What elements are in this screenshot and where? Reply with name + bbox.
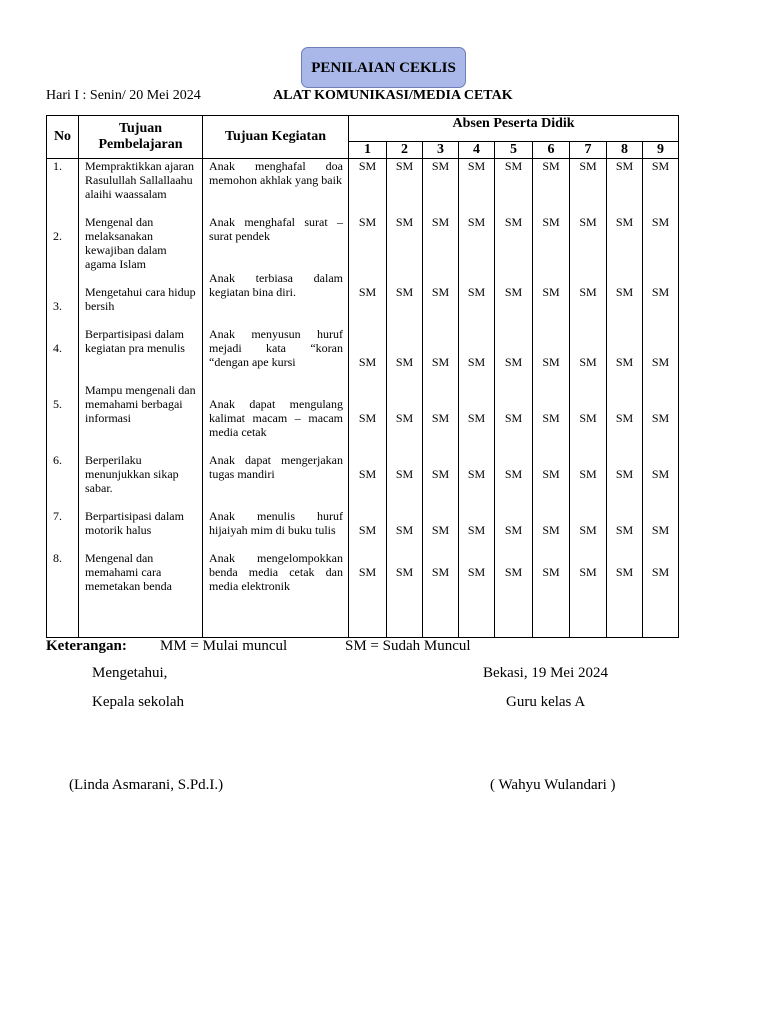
score-cell: SM — [358, 159, 377, 173]
score-cell: SM — [431, 411, 450, 425]
score-cell: SM — [615, 355, 634, 369]
column-student-3 — [423, 159, 459, 638]
score-cell: SM — [504, 467, 523, 481]
column-student-4 — [459, 159, 495, 638]
activity-objective: Anak dapat mengulang kalimat macam – macam media cetak — [209, 397, 343, 439]
header-tujuan-kegiatan: Tujuan Kegiatan — [203, 116, 349, 159]
score-cell: SM — [542, 411, 560, 425]
activity-objective: Anak menulis huruf hijaiyah mim di buku tulis — [209, 509, 343, 537]
score-cell: SM — [431, 285, 450, 299]
theme-subtitle: ALAT KOMUNIKASI/MEDIA CETAK — [273, 88, 513, 103]
keterangan-label: Keterangan: — [46, 638, 127, 654]
activity-objective: Anak menghafal surat – surat pendek — [209, 215, 343, 243]
score-cell: SM — [431, 355, 450, 369]
score-cell: SM — [542, 285, 560, 299]
score-cell: SM — [395, 467, 414, 481]
learning-objective: Berperilaku menunjukkan sikap sabar. — [85, 453, 179, 495]
score-cell: SM — [579, 565, 597, 579]
score-cell: SM — [579, 355, 597, 369]
score-cell: SM — [504, 565, 523, 579]
header-student-3: 3 — [423, 142, 459, 159]
column-student-9 — [643, 159, 679, 638]
signature-right-name: ( Wahyu Wulandari ) — [490, 777, 616, 793]
score-cell: SM — [467, 523, 486, 537]
header-tujuan-pembelajaran: Tujuan Pembelajaran — [79, 116, 203, 159]
column-student-5 — [495, 159, 533, 638]
score-cell: SM — [651, 159, 670, 173]
score-cell: SM — [467, 215, 486, 229]
score-cell: SM — [579, 467, 597, 481]
score-cell: SM — [542, 215, 560, 229]
document-title: PENILAIAN CEKLIS — [301, 47, 466, 88]
score-cell: SM — [395, 159, 414, 173]
score-cell: SM — [615, 523, 634, 537]
row-number: 7. — [53, 509, 62, 523]
row-number: 6. — [53, 453, 62, 467]
header-student-5: 5 — [495, 142, 533, 159]
score-cell: SM — [431, 523, 450, 537]
score-cell: SM — [395, 523, 414, 537]
score-cell: SM — [358, 215, 377, 229]
score-cell: SM — [395, 565, 414, 579]
score-cell: SM — [358, 565, 377, 579]
score-cell: SM — [542, 355, 560, 369]
score-cell: SM — [395, 215, 414, 229]
score-cell: SM — [358, 411, 377, 425]
legend-mm: MM = Mulai muncul — [160, 638, 288, 654]
score-cell: SM — [358, 285, 377, 299]
column-student-1 — [349, 159, 387, 638]
signature-left-heading: Mengetahui, — [92, 665, 168, 681]
learning-objective: Berpartisipasi dalam motorik halus — [85, 509, 184, 537]
score-cell: SM — [504, 215, 523, 229]
score-cell: SM — [579, 285, 597, 299]
score-cell: SM — [467, 159, 486, 173]
signature-left-role: Kepala sekolah — [92, 694, 185, 710]
score-cell: SM — [615, 285, 634, 299]
score-cell: SM — [615, 411, 634, 425]
legend-sm: SM = Sudah Muncul — [345, 638, 471, 654]
score-cell: SM — [651, 355, 670, 369]
score-cell: SM — [467, 285, 486, 299]
score-cell: SM — [542, 159, 560, 173]
score-cell: SM — [579, 411, 597, 425]
score-cell: SM — [504, 523, 523, 537]
score-cell: SM — [615, 467, 634, 481]
learning-objective: Mengetahui cara hidup bersih — [85, 285, 196, 313]
row-number: 8. — [53, 551, 62, 565]
column-pembelajaran — [79, 159, 203, 638]
header-student-2: 2 — [387, 142, 423, 159]
header-student-8: 8 — [607, 142, 643, 159]
row-number: 5. — [53, 397, 62, 411]
column-student-6 — [533, 159, 570, 638]
score-cell: SM — [431, 159, 450, 173]
row-number: 1. — [53, 159, 62, 173]
header-student-7: 7 — [570, 142, 607, 159]
score-cell: SM — [579, 159, 597, 173]
column-student-7 — [570, 159, 607, 638]
score-cell: SM — [542, 523, 560, 537]
score-cell: SM — [651, 523, 670, 537]
header-student-1: 1 — [349, 142, 387, 159]
column-student-2 — [387, 159, 423, 638]
column-kegiatan — [203, 159, 349, 638]
score-cell: SM — [651, 467, 670, 481]
score-cell: SM — [395, 355, 414, 369]
score-cell: SM — [651, 565, 670, 579]
score-cell: SM — [467, 565, 486, 579]
row-number: 2. — [53, 229, 62, 243]
row-number: 4. — [53, 341, 62, 355]
score-cell: SM — [467, 355, 486, 369]
score-cell: SM — [358, 523, 377, 537]
row-number: 3. — [53, 299, 62, 313]
score-cell: SM — [651, 285, 670, 299]
header-student-6: 6 — [533, 142, 570, 159]
activity-objective: Anak terbiasa dalam kegiatan bina diri. — [209, 271, 343, 299]
activity-objective: Anak dapat mengerjakan tugas mandiri — [209, 453, 343, 481]
score-cell: SM — [579, 215, 597, 229]
learning-objective: Mengenal dan melaksanakan kewajiban dalam agama Islam — [85, 215, 167, 271]
score-cell: SM — [431, 467, 450, 481]
score-cell: SM — [542, 565, 560, 579]
score-cell: SM — [358, 355, 377, 369]
score-cell: SM — [651, 215, 670, 229]
learning-objective: Mempraktikkan ajaran Rasulullah Sallallaahu alaihi waassalam — [85, 159, 194, 201]
score-cell: SM — [615, 565, 634, 579]
signature-right-role: Guru kelas A — [506, 694, 586, 710]
score-cell: SM — [395, 285, 414, 299]
score-cell: SM — [615, 215, 634, 229]
score-cell: SM — [395, 411, 414, 425]
learning-objective: Mengenal dan memahami cara memetakan benda — [85, 551, 172, 593]
score-cell: SM — [467, 467, 486, 481]
learning-objective: Berpartisipasi dalam kegiatan pra menulis — [85, 327, 185, 355]
score-cell: SM — [504, 355, 523, 369]
signature-left-name: (Linda Asmarani, S.Pd.I.) — [69, 777, 224, 793]
score-cell: SM — [467, 411, 486, 425]
signature-right-place-date: Bekasi, 19 Mei 2024 — [483, 665, 608, 681]
score-cell: SM — [358, 467, 377, 481]
score-cell: SM — [431, 215, 450, 229]
score-cell: SM — [542, 467, 560, 481]
score-cell: SM — [579, 523, 597, 537]
score-cell: SM — [651, 411, 670, 425]
header-no: No — [47, 116, 79, 159]
learning-objective: Mampu mengenali dan memahami berbagai informasi — [85, 383, 196, 425]
activity-objective: Anak menghafal doa memohon akhlak yang baik — [209, 159, 343, 187]
header-absen: Absen Peserta Didik — [349, 116, 679, 142]
header-student-9: 9 — [643, 142, 679, 159]
score-cell: SM — [504, 285, 523, 299]
column-student-8 — [607, 159, 643, 638]
score-cell: SM — [431, 565, 450, 579]
score-cell: SM — [504, 159, 523, 173]
activity-objective: Anak menyusun huruf mejadi kata “koran “dengan ape kursi — [209, 327, 343, 369]
day-date-label: Hari I : Senin/ 20 Mei 2024 — [46, 88, 201, 103]
score-cell: SM — [504, 411, 523, 425]
activity-objective: Anak mengelompokkan benda media cetak dan media elektronik — [209, 551, 343, 593]
score-cell: SM — [615, 159, 634, 173]
header-student-4: 4 — [459, 142, 495, 159]
column-no — [47, 159, 79, 638]
assessment-table — [46, 115, 679, 638]
